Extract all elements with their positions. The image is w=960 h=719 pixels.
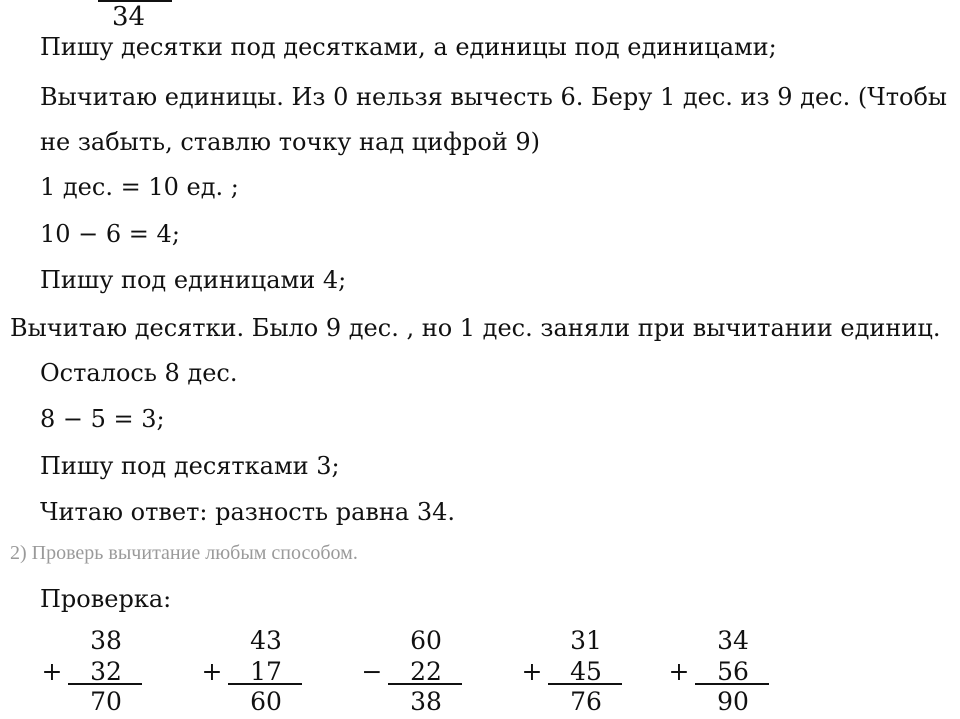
result-number: 38 bbox=[410, 687, 442, 716]
result-line bbox=[388, 683, 462, 685]
check-label: Проверка: bbox=[40, 585, 172, 613]
result-line bbox=[695, 683, 769, 685]
second-number: 22 bbox=[410, 657, 442, 686]
result-line bbox=[548, 683, 622, 685]
result-number: 70 bbox=[90, 687, 122, 716]
first-number: 60 bbox=[410, 626, 442, 655]
column-calculation bbox=[358, 626, 498, 718]
explanation-line: Пишу под единицами 4; bbox=[40, 266, 347, 294]
column-calculation bbox=[665, 626, 805, 718]
operation-sign: − bbox=[361, 657, 383, 686]
explanation-line: не забыть, ставлю точку над цифрой 9) bbox=[40, 128, 541, 156]
explanation-line: 1 дес. = 10 ед. ; bbox=[40, 173, 239, 201]
result-number: 60 bbox=[250, 687, 282, 716]
operation-sign: + bbox=[41, 657, 63, 686]
column-calculation bbox=[518, 626, 658, 718]
top-result: 34 bbox=[112, 2, 146, 32]
result-line bbox=[228, 683, 302, 685]
second-number: 56 bbox=[717, 657, 749, 686]
operation-sign: + bbox=[201, 657, 223, 686]
result-number: 76 bbox=[570, 687, 602, 716]
first-number: 38 bbox=[90, 626, 122, 655]
first-number: 31 bbox=[570, 626, 602, 655]
operation-sign: + bbox=[521, 657, 543, 686]
column-calculation bbox=[198, 626, 338, 718]
second-number: 45 bbox=[570, 657, 602, 686]
result-line bbox=[68, 683, 142, 685]
explanation-line: Вычитаю единицы. Из 0 нельзя вычесть 6. Беру 1 дес. из 9 дес. (Чтобы bbox=[40, 83, 948, 111]
first-number: 34 bbox=[717, 626, 749, 655]
operation-sign: + bbox=[668, 657, 690, 686]
explanation-line: Вычитаю десятки. Было 9 дес. , но 1 дес. заняли при вычитании единиц. bbox=[10, 314, 941, 342]
explanation-line: Пишу под десятками 3; bbox=[40, 452, 340, 480]
first-number: 43 bbox=[250, 626, 282, 655]
explanation-line: 8 − 5 = 3; bbox=[40, 405, 165, 433]
explanation-line: Пишу десятки под десятками, а единицы под единицами; bbox=[40, 33, 777, 61]
second-number: 17 bbox=[250, 657, 282, 686]
explanation-line: Осталось 8 дес. bbox=[40, 359, 238, 387]
result-number: 90 bbox=[717, 687, 749, 716]
explanation-line: 10 − 6 = 4; bbox=[40, 220, 180, 248]
task-heading: 2) Проверь вычитание любым способом. bbox=[10, 542, 358, 564]
column-calculation bbox=[38, 626, 178, 718]
second-number: 32 bbox=[90, 657, 122, 686]
explanation-line: Читаю ответ: разность равна 34. bbox=[40, 498, 455, 526]
